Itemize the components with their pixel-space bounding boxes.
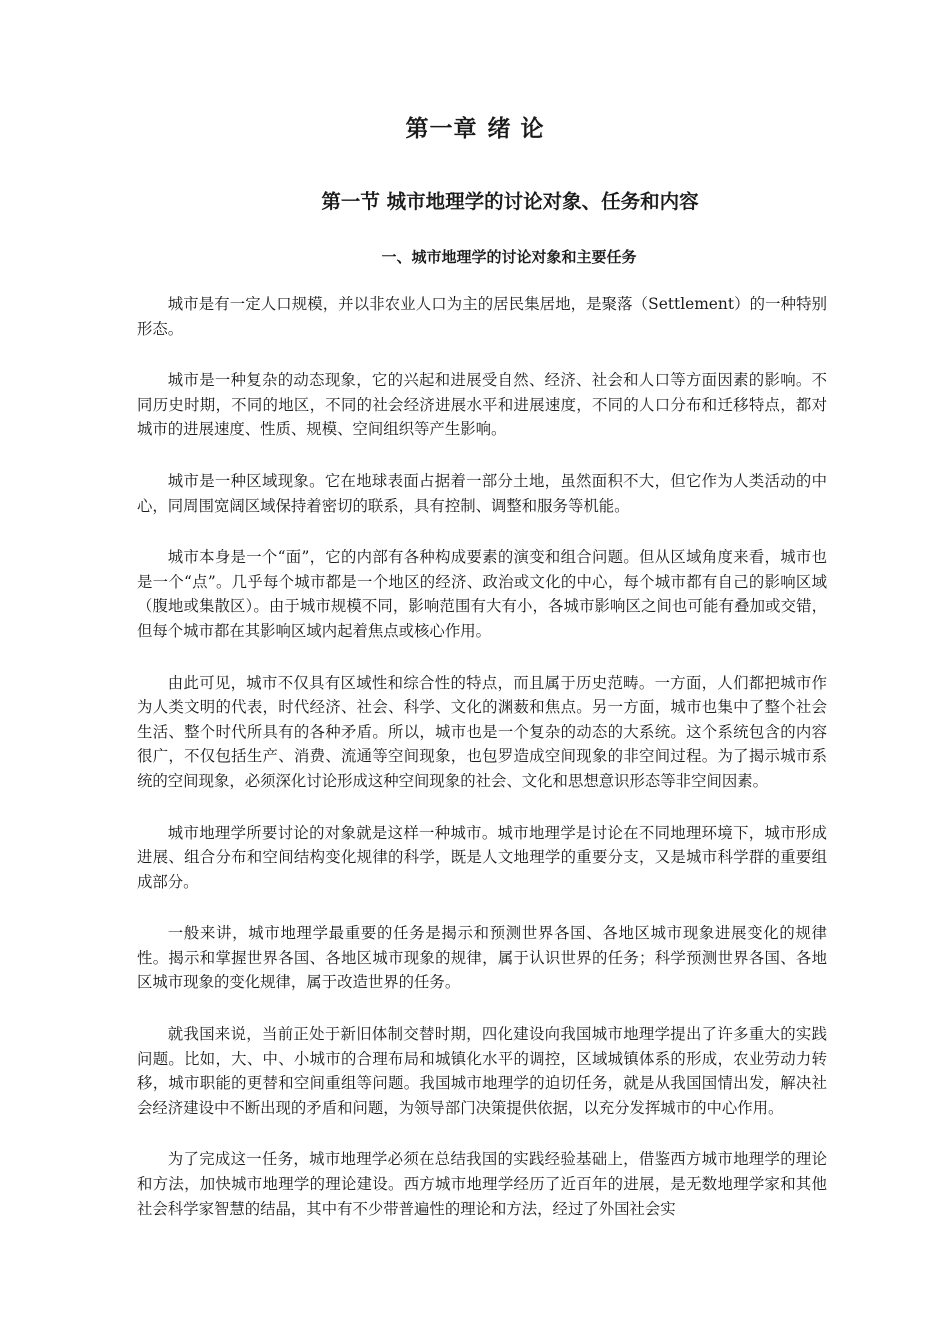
- section-title: 第一节 城市地理学的讨论对象、任务和内容: [321, 190, 699, 213]
- paragraph: 为了完成这一任务，城市地理学必须在总结我国的实践经验基础上，借鉴西方城市地理学的理论和方法，加快城市地理学的理论建设。西方城市地理学经历了近百年的进展，是无数地理学家和其他社会科学家智慧的结晶，其中有不少带普遍性的理论和方法，经过了外国社会实: [137, 1150, 827, 1218]
- chapter-name: 绪 论: [487, 116, 545, 142]
- body-text: [137, 292, 827, 1248]
- paragraph: 由此可见，城市不仅具有区域性和综合性的特点，而且属于历史范畴。一方面，人们都把城市作为人类文明的代表，时代经济、社会、科学、文化的渊薮和焦点。另一方面，城市也集中了整个社会生活、整个时代所具有的各种矛盾。所以，城市也是一个复杂的动态的大系统。这个系统包含的内容很广，不仅包括生产、消费、流通等空间现象，也包罗造成空间现象的非空间过程。为了揭示城市系统的空间现象，必须深化讨论形成这种空间现象的社会、文化和思想意识形态等非空间因素。: [137, 673, 827, 790]
- paragraph: 城市是一种区域现象。它在地球表面占据着一部分土地，虽然面积不大，但它作为人类活动的中心，同周围宽阔区域保持着密切的联系，具有控制、调整和服务等机能。: [137, 471, 827, 515]
- paragraph: 城市地理学所要讨论的对象就是这样一种城市。城市地理学是讨论在不同地理环境下，城市形成进展、组合分布和空间结构变化规律的科学，既是人文地理学的重要分支，又是城市科学群的重要组成部分。: [137, 823, 827, 891]
- chapter-number: 第一章: [405, 116, 478, 142]
- paragraph: 城市是一种复杂的动态现象，它的兴起和进展受自然、经济、社会和人口等方面因素的影响。不同历史时期，不同的地区，不同的社会经济进展水平和进展速度，不同的人口分布和迁移特点，都对城市的进展速度、性质、规模、空间组织等产生影响。: [137, 371, 827, 439]
- paragraph: 城市是有一定人口规模，并以非农业人口为主的居民集居地，是聚落（Settlement）的一种特别形态。: [137, 295, 827, 338]
- paragraph: 一般来讲，城市地理学最重要的任务是揭示和预测世界各国、各地区城市现象进展变化的规律性。揭示和掌握世界各国、各地区城市现象的规律，属于认识世界的任务；科学预测世界各国、各地区城市现象的变化规律，属于改造世界的任务。: [137, 924, 827, 992]
- chapter-title: [0, 110, 950, 143]
- paragraph: 就我国来说，当前正处于新旧体制交替时期，四化建设向我国城市地理学提出了许多重大的实践问题。比如，大、中、小城市的合理布局和城镇化水平的调控，区域城镇体系的形成，农业劳动力转移，城市职能的更替和空间重组等问题。我国城市地理学的迫切任务，就是从我国国情出发，解决社会经济建设中不断出现的矛盾和问题，为领导部门决策提供依据，以充分发挥城市的中心作用。: [137, 1025, 827, 1117]
- subsection-title: 一、城市地理学的讨论对象和主要任务: [381, 248, 637, 266]
- paragraph: 城市本身是一个“面”，它的内部有各种构成要素的演变和组合问题。但从区域角度来看，城市也是一个“点”。几乎每个城市都是一个地区的经济、政治或文化的中心，每个城市都有自己的影响区域（腹地或集散区）。由于城市规模不同，影响范围有大有小，各城市影响区之间也可能有叠加或交错，但每个城市都在其影响区域内起着焦点或核心作用。: [137, 548, 827, 640]
